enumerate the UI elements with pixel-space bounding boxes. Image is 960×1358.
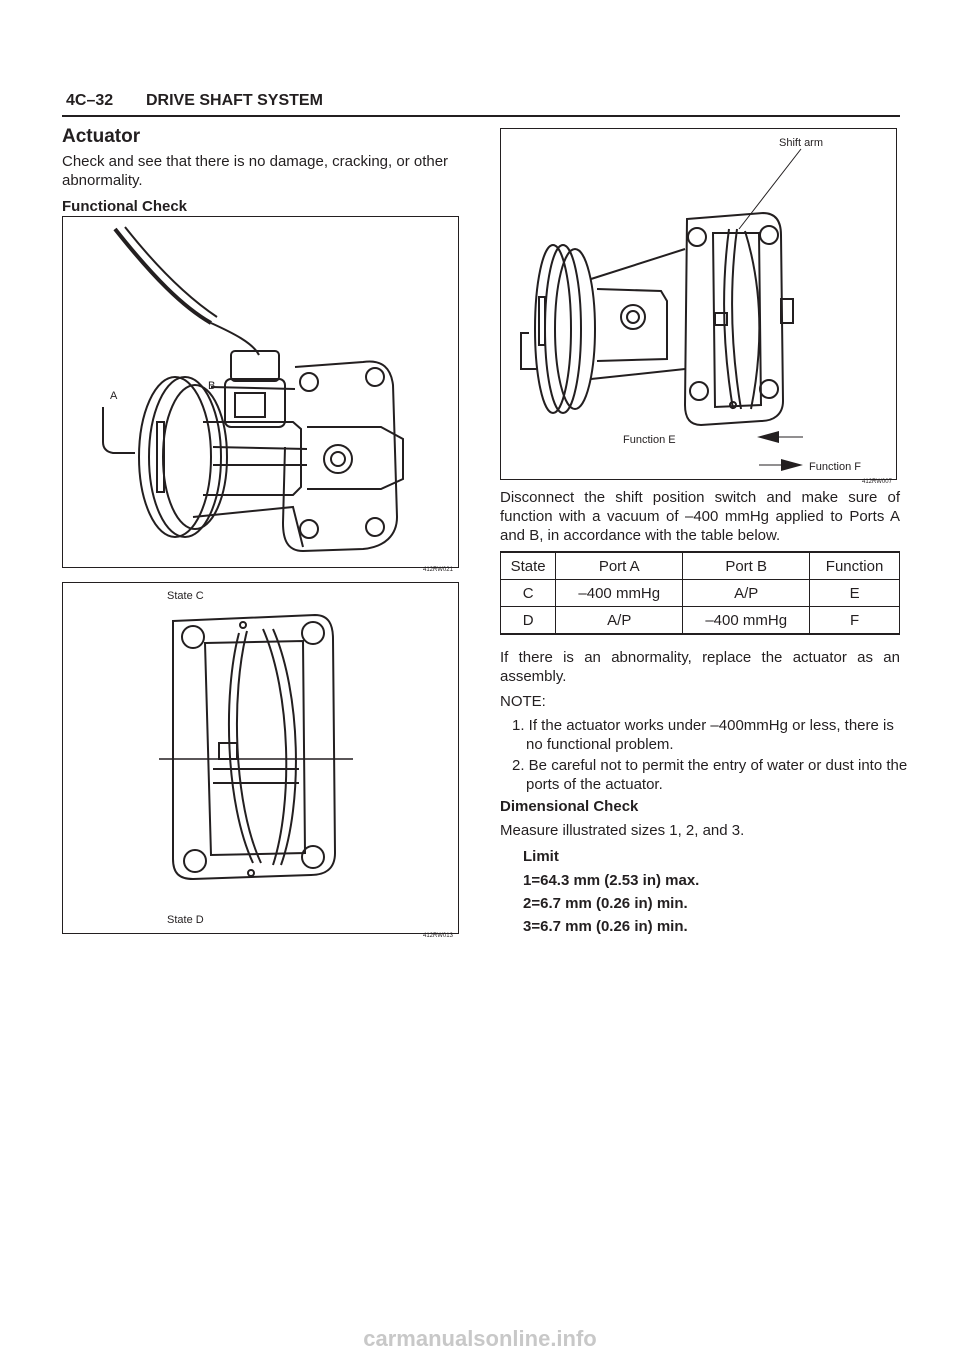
column-header: Port A: [556, 552, 683, 580]
table-row: [501, 607, 900, 635]
function-e-label: Function E: [623, 434, 676, 446]
functional-check-heading: Functional Check: [62, 198, 188, 215]
function-f-arrow-icon: [759, 459, 803, 471]
section-title: DRIVE SHAFT SYSTEM: [146, 92, 323, 109]
intro-text: Check and see that there is no damage, cracking, or other abnormality.: [62, 153, 449, 189]
header-rule: [62, 115, 900, 117]
paragraph-abnormality: If there is an abnormality, replace the actuator as an assembly.: [500, 649, 900, 685]
function-e-arrow-icon: [757, 431, 803, 443]
figure-code: 412RW013: [423, 933, 453, 939]
column-header: State: [501, 552, 556, 580]
figure-actuator-ports: [62, 216, 459, 568]
note-label: NOTE:: [500, 693, 546, 710]
note-item-2: 2. Be careful not to permit the entry of water or dust into the ports of the actuator.: [512, 757, 908, 793]
state-d-label: State D: [167, 914, 204, 926]
function-table: [500, 551, 900, 635]
limit-label: Limit: [523, 848, 559, 865]
table-cell: A/P: [683, 580, 810, 607]
limit-item-1: 1=64.3 mm (2.53 in) max.: [523, 872, 700, 889]
limit-item-2: 2=6.7 mm (0.26 in) min.: [523, 895, 688, 912]
actuator-ports-drawing: [63, 217, 458, 567]
note-item-1: 1. If the actuator works under –400mmHg or less, there is no functional problem.: [512, 717, 894, 753]
heading-actuator: Actuator: [62, 126, 141, 147]
shift-arm-drawing: [501, 129, 896, 479]
figure-code: 412RW007: [862, 479, 892, 485]
function-f-label: Function F: [809, 461, 861, 473]
port-b-label: B: [208, 380, 216, 392]
column-header: Port B: [683, 552, 810, 580]
table-cell: E: [810, 580, 900, 607]
dimensional-check-heading: Dimensional Check: [500, 798, 639, 815]
figure-code: 412RW021: [423, 567, 453, 573]
column-header: Function: [810, 552, 900, 580]
measure-text: Measure illustrated sizes 1, 2, and 3.: [500, 822, 745, 839]
paragraph-disconnect: Disconnect the shift position switch and make sure of function with a vacuum of –400 mmHg applied to Ports A and B, in accordance with the table below.: [500, 489, 900, 544]
table-cell: –400 mmHg: [683, 607, 810, 635]
table-row: [501, 580, 900, 607]
figure-state-cd: [62, 582, 459, 934]
table-header-row: [501, 552, 900, 580]
table-cell: D: [501, 607, 556, 635]
state-c-label: State C: [167, 590, 204, 602]
table-cell: –400 mmHg: [556, 580, 683, 607]
table-cell: F: [810, 607, 900, 635]
figure-shift-arm: [500, 128, 897, 480]
port-a-label: A: [110, 390, 118, 402]
table-cell: A/P: [556, 607, 683, 635]
watermark: carmanualsonline.info: [363, 1326, 597, 1351]
limit-item-3: 3=6.7 mm (0.26 in) min.: [523, 918, 688, 935]
section-number: 4C–32: [66, 92, 114, 109]
shift-arm-label: Shift arm: [779, 137, 824, 149]
state-cd-drawing: [63, 583, 458, 933]
table-cell: C: [501, 580, 556, 607]
